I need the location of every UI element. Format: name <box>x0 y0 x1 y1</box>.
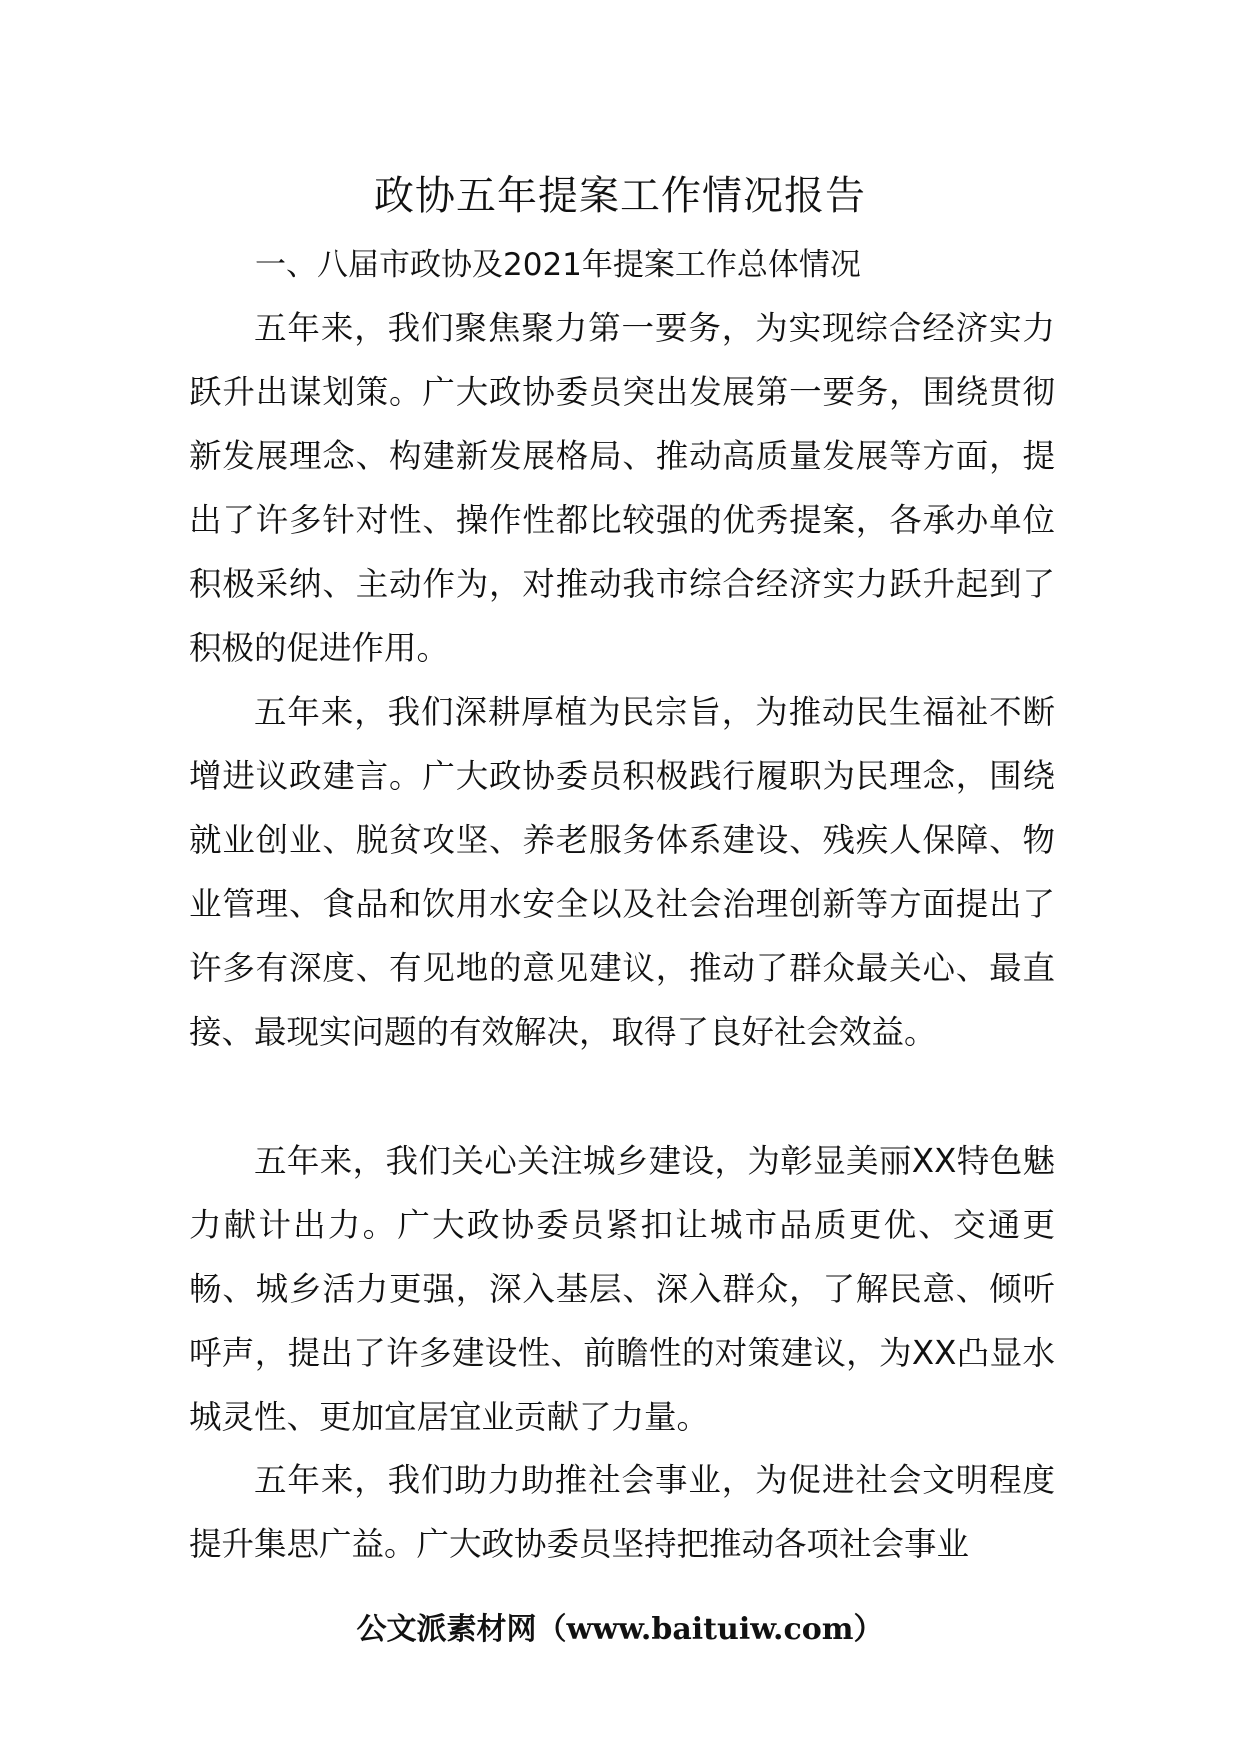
body-paragraph: 五年来，我们关心关注城乡建设，为彰显美丽XX特色魅力献计出力。广大政协委员紧扣让城市品质更优、交通更畅、城乡活力更强，深入基层、深入群众，了解民意、倾听呼声，提出了许多建设性、前瞻性的对策建议，为XX凸显水城灵性、更加宜居宜业贡献了力量。 <box>189 1142 1055 1436</box>
body-paragraph: 五年来，我们助力助推社会事业，为促进社会文明程度提升集思广益。广大政协委员坚持把推动各项社会事业 <box>189 1461 1055 1563</box>
footer-source-text: 公文派素材网（www.baituiw.com） <box>356 1612 884 1647</box>
body-paragraph: 五年来，我们聚焦聚力第一要务，为实现综合经济实力跃升出谋划策。广大政协委员突出发展第一要务，围绕贯彻新发展理念、构建新发展格局、推动高质量发展等方面，提出了许多针对性、操作性都比较强的优秀提案，各承办单位积极采纳、主动作为，对推动我市综合经济实力跃升起到了积极的促进作用。 <box>189 309 1055 667</box>
body-paragraph: 五年来，我们深耕厚植为民宗旨，为推动民生福祉不断增进议政建言。广大政协委员积极践行履职为民理念，围绕就业创业、脱贫攻坚、养老服务体系建设、残疾人保障、物业管理、食品和饮用水安全以及社会治理创新等方面提出了许多有深度、有见地的意见建议，推动了群众最关心、最直接、最现实问题的有效解决，取得了良好社会效益。 <box>189 693 1055 1051</box>
document-title: 政协五年提案工作情况报告 <box>374 173 866 219</box>
section-heading: 一、八届市政协及2021年提案工作总体情况 <box>255 247 861 283</box>
